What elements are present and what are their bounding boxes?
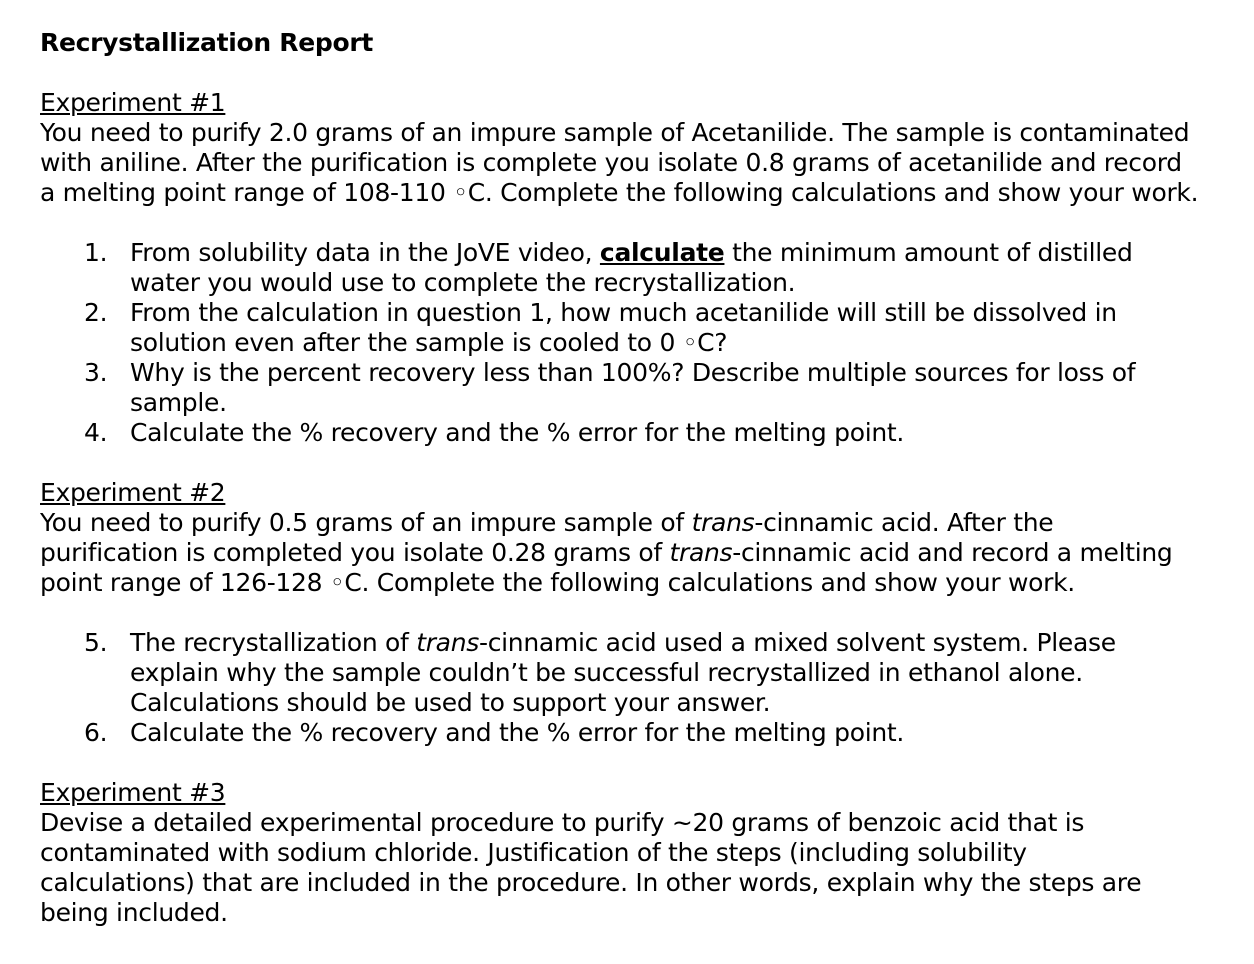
question-3-line: Why is the percent recovery less than 100%? Describe multiple sources for loss of (130, 358, 1136, 387)
experiment-1-heading: Experiment #1 (40, 88, 226, 117)
experiment-2-intro-line: point range of 126-128 ◦C. Complete the following calculations and show your work. (40, 568, 1075, 597)
question-number: 3. (84, 358, 108, 387)
question-5-text: -cinnamic acid used a mixed solvent system. Please (478, 628, 1116, 657)
experiment-3-line: being included. (40, 898, 228, 927)
question-number: 4. (84, 418, 108, 447)
intro-text: You need to purify 0.5 grams of an impure sample of (40, 508, 692, 537)
question-2-line: solution even after the sample is cooled to 0 ◦C? (130, 328, 728, 357)
question-5-text: The recrystallization of (130, 628, 417, 657)
question-1-line (130, 238, 1133, 268)
question-number: 6. (84, 718, 108, 747)
calculate-emphasis: calculate (599, 238, 725, 267)
experiment-3-line: calculations) that are included in the procedure. In other words, explain why the steps are (40, 868, 1142, 897)
trans-italic: trans (691, 508, 755, 537)
experiment-1-intro-line: a melting point range of 108-110 ◦C. Complete the following calculations and show your work. (40, 178, 1199, 207)
question-number: 1. (84, 238, 108, 267)
experiment-3-heading: Experiment #3 (40, 778, 226, 807)
intro-text: -cinnamic acid. After the (754, 508, 1054, 537)
experiment-3-line: contaminated with sodium chloride. Justification of the steps (including solubility (40, 838, 1027, 867)
question-number: 2. (84, 298, 108, 327)
question-number: 5. (84, 628, 108, 657)
question-5-line: Calculations should be used to support your answer. (130, 688, 771, 717)
report-title: Recrystallization Report (40, 28, 374, 57)
question-1-line: water you would use to complete the recrystallization. (130, 268, 796, 297)
experiment-1-intro-line: with aniline. After the purification is complete you isolate 0.8 grams of acetanilide and record (40, 148, 1182, 177)
intro-text: -cinnamic acid and record a melting (732, 538, 1173, 567)
trans-italic: trans (669, 538, 733, 567)
question-2-line: From the calculation in question 1, how much acetanilide will still be dissolved in (130, 298, 1117, 327)
question-5-line (130, 628, 1116, 658)
experiment-1-intro-line: You need to purify 2.0 grams of an impure sample of Acetanilide. The sample is contaminated (40, 118, 1190, 147)
question-5-line: explain why the sample couldn’t be successful recrystallized in ethanol alone. (130, 658, 1083, 687)
experiment-2-intro-line (40, 508, 1053, 538)
experiment-3-line: Devise a detailed experimental procedure to purify ~20 grams of benzoic acid that is (40, 808, 1085, 837)
question-3-line: sample. (130, 388, 227, 417)
intro-text: purification is completed you isolate 0.28 grams of (40, 538, 670, 567)
experiment-2-heading: Experiment #2 (40, 478, 226, 507)
trans-italic: trans (416, 628, 479, 657)
question-1-text: From solubility data in the JoVE video, (130, 238, 600, 267)
question-4-line: Calculate the % recovery and the % error for the melting point. (130, 418, 905, 447)
experiment-2-intro-line (40, 538, 1173, 568)
question-1-text: the minimum amount of distilled (724, 238, 1133, 267)
question-6-line: Calculate the % recovery and the % error for the melting point. (130, 718, 905, 747)
